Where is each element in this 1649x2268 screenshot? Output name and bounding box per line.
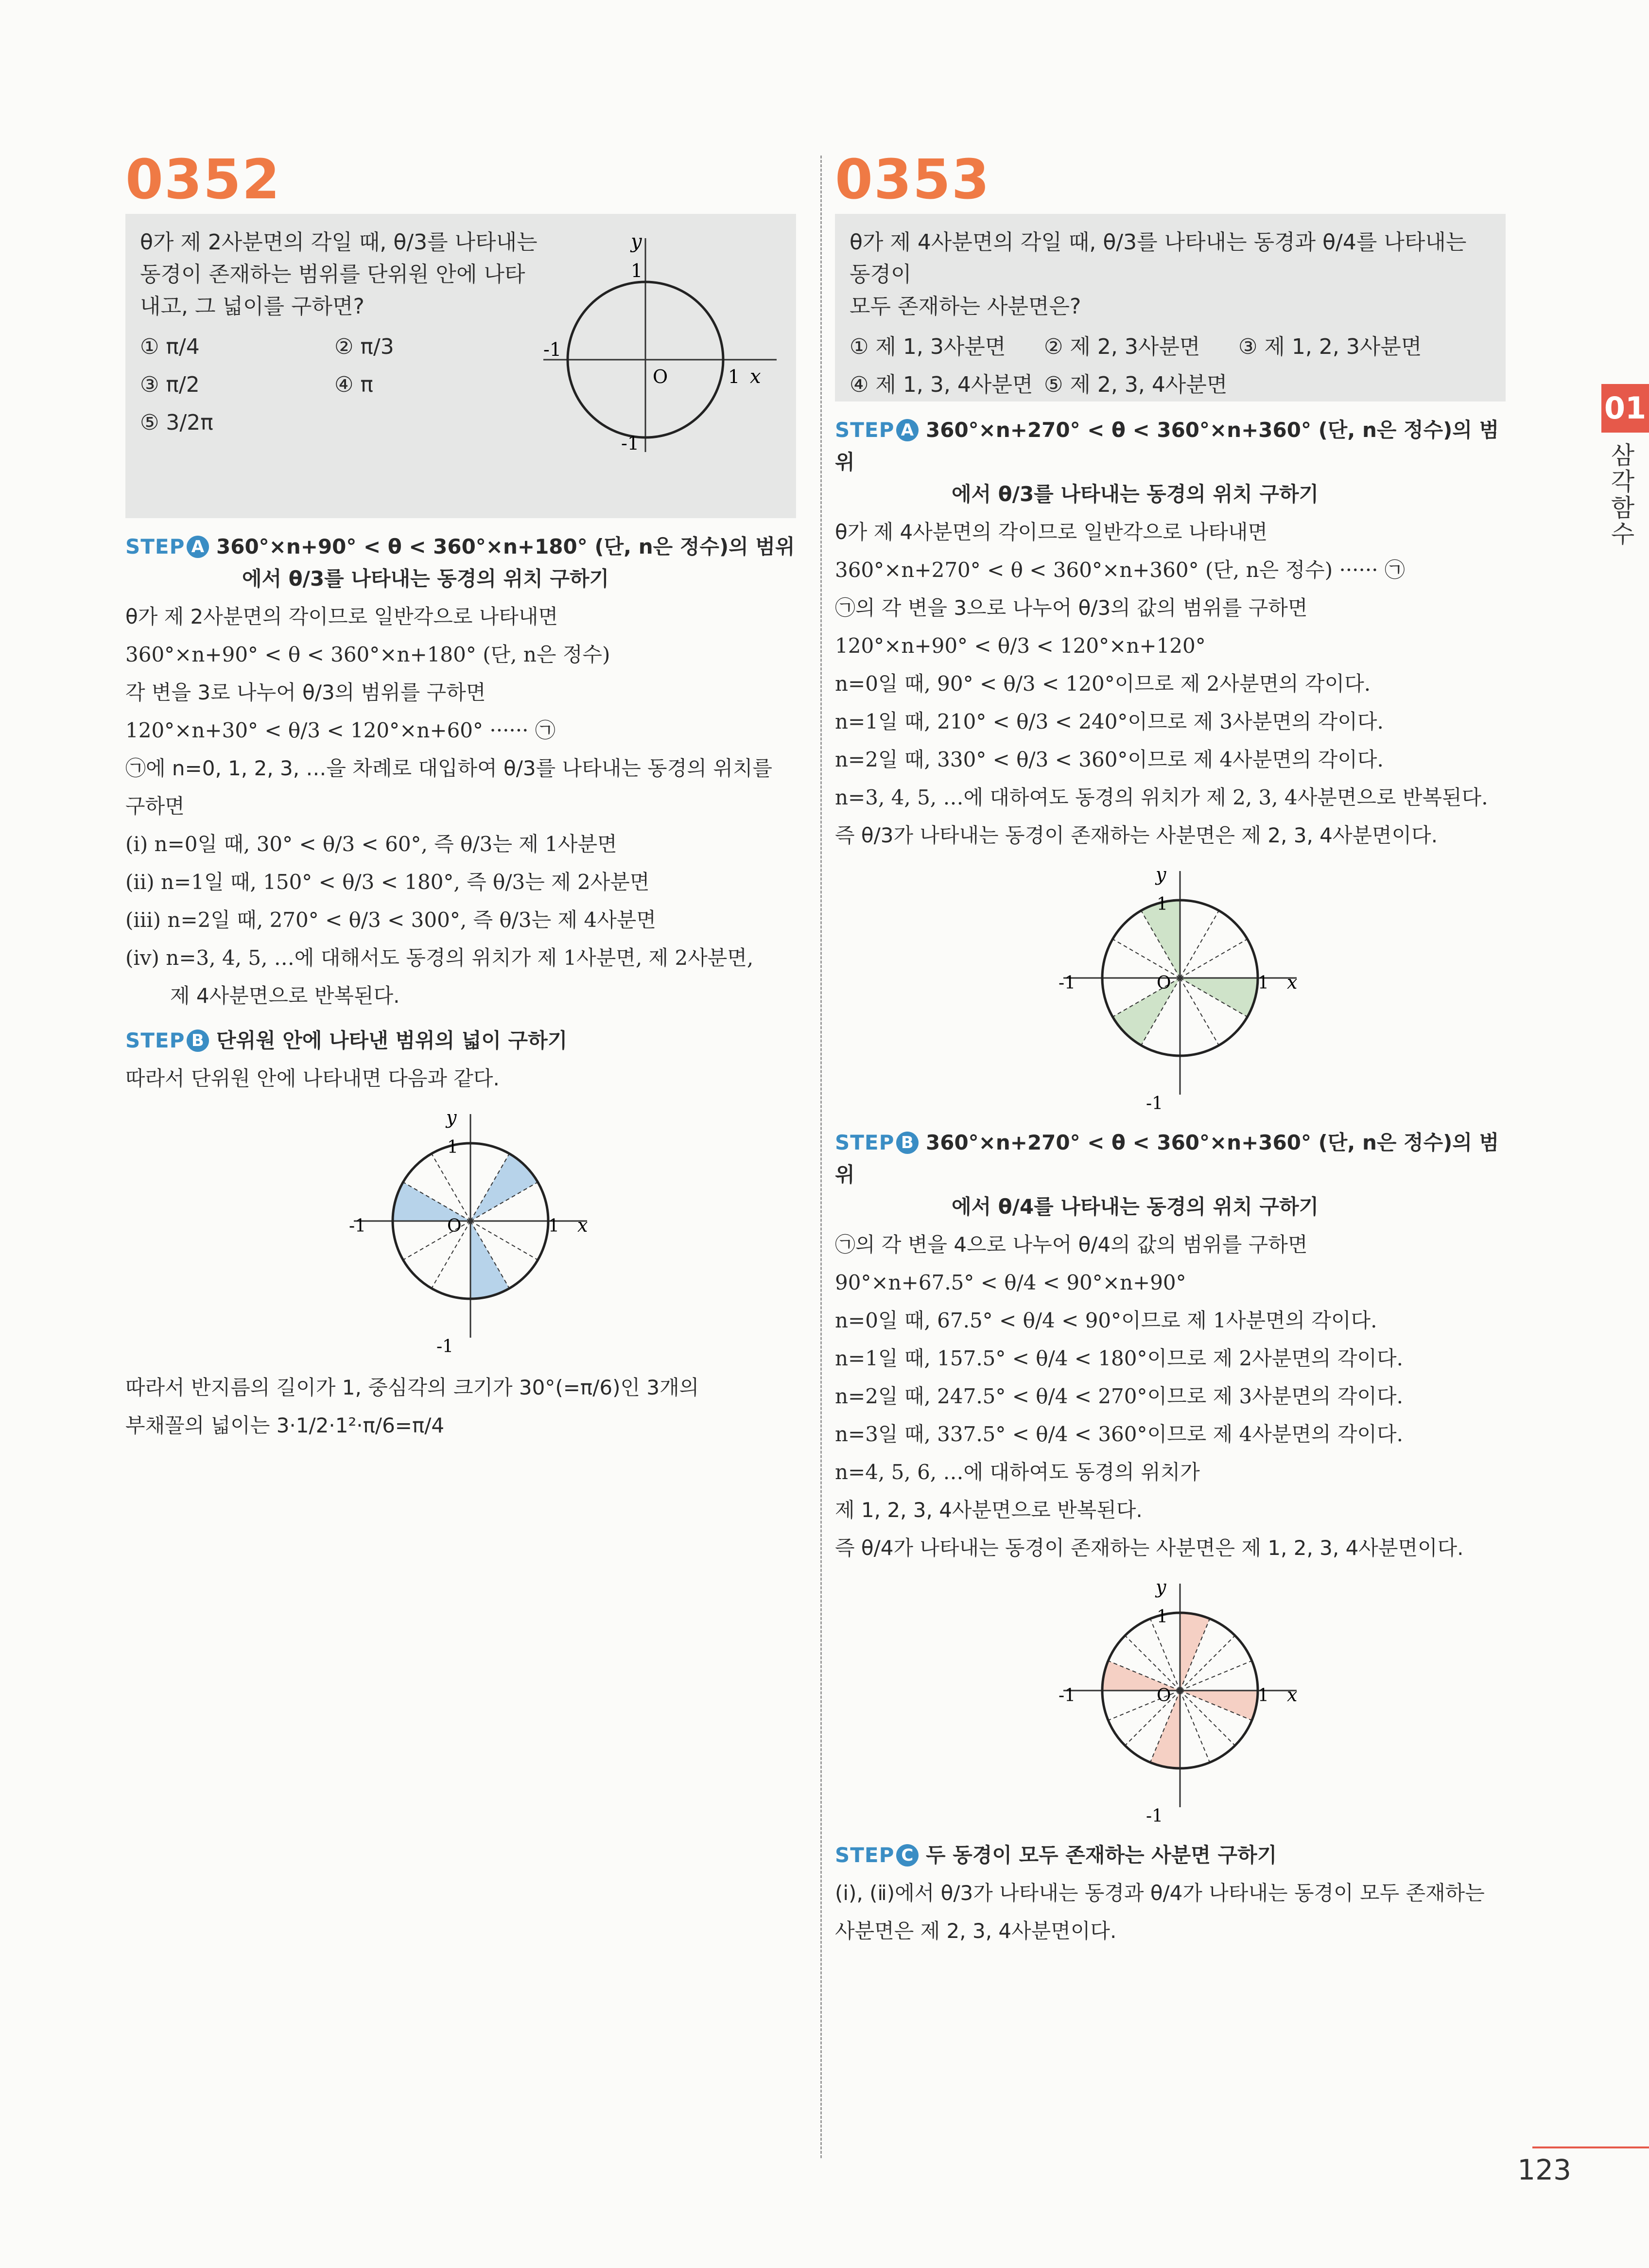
step-a xyxy=(125,531,796,595)
axis-one-top: 1 xyxy=(447,1137,458,1157)
unit-circle-green-sectors xyxy=(1029,861,1331,1114)
step-b-title: 단위원 안에 나타낸 범위의 넓이 구하기 xyxy=(216,1029,568,1052)
column-divider xyxy=(820,156,822,2158)
solution-line: 사분면은 제 2, 3, 4사분면이다. xyxy=(835,1919,1117,1943)
unit-circle-blue-sectors xyxy=(320,1104,621,1357)
axis-neg-one-left: -1 xyxy=(349,1216,366,1236)
step-b-title-cont: 에서 θ/4를 나타내는 동경의 위치 구하기 xyxy=(952,1195,1319,1219)
page-number-rule xyxy=(1532,2146,1649,2148)
solution-line: 360°×n+90° < θ < 360°×n+180° (단, n은 정수) xyxy=(125,643,610,666)
choice-2[interactable]: ② π/3 xyxy=(334,334,394,359)
axis-neg-one-left: -1 xyxy=(1059,973,1076,993)
solution-line: 즉 θ/3가 나타내는 동경이 존재하는 사분면은 제 2, 3, 4사분면이다. xyxy=(835,823,1438,847)
axis-neg-one-bottom: -1 xyxy=(436,1337,454,1357)
axis-neg-one-left: -1 xyxy=(543,339,562,360)
axis-one-top: 1 xyxy=(631,260,643,281)
answer-choices xyxy=(140,330,538,440)
solution-line: 120°×n+30° < θ/3 < 120°×n+60° ······ ㉠ xyxy=(125,718,555,742)
case-line: 제 4사분면으로 반복된다. xyxy=(170,984,400,1008)
axis-one-right: 1 xyxy=(728,366,740,387)
axis-one-top: 1 xyxy=(1157,894,1168,914)
solution-line: 120°×n+90° < θ/3 < 120°×n+120° xyxy=(835,634,1206,658)
origin-label: O xyxy=(653,366,668,387)
question-line: θ가 제 2사분면의 각일 때, θ/3를 나타내는 xyxy=(140,230,538,255)
shaded-sector xyxy=(1180,1691,1258,1720)
x-axis-label: x xyxy=(1287,972,1298,993)
y-axis-label: y xyxy=(1156,1576,1166,1598)
solution-line: 360°×n+270° < θ < 360°×n+360° (단, n은 정수) ······ ㉠ xyxy=(835,558,1405,582)
case-line: (ⅱ) n=1일 때, 150° < θ/3 < 180°, 즉 θ/3는 제 2사분면 xyxy=(125,870,650,894)
solution-line: (ⅰ), (ⅱ)에서 θ/3가 나타내는 동경과 θ/4가 나타내는 동경이 모두 존재하는 xyxy=(835,1881,1485,1905)
unit-circle-pink-sectors xyxy=(1029,1574,1331,1827)
solution-line: n=3, 4, 5, …에 대하여도 동경의 위치가 제 2, 3, 4사분면으로 반복된다. xyxy=(835,785,1488,809)
step-a-tag: STEP A xyxy=(835,418,919,442)
answer-choices xyxy=(850,330,1491,402)
step-c-title: 두 동경이 모두 존재하는 사분면 구하기 xyxy=(926,1843,1277,1867)
x-axis-label: x xyxy=(1287,1684,1298,1706)
solution-line: 따라서 단위원 안에 나타내면 다음과 같다. xyxy=(125,1066,500,1090)
question-line: 모두 존재하는 사분면은? xyxy=(850,294,1081,319)
solution-line: n=4, 5, 6, …에 대하여도 동경의 위치가 xyxy=(835,1460,1200,1484)
choice-3[interactable]: ③ 제 1, 2, 3사분면 xyxy=(1238,334,1422,359)
solution-line: n=1일 때, 157.5° < θ/4 < 180°이므로 제 2사분면의 각이다. xyxy=(835,1346,1403,1370)
x-axis-label: x xyxy=(750,366,761,388)
solution-line: n=3일 때, 337.5° < θ/4 < 360°이므로 제 4사분면의 각이다. xyxy=(835,1422,1403,1446)
solution-line: n=1일 때, 210° < θ/3 < 240°이므로 제 3사분면의 각이다. xyxy=(835,710,1384,733)
axis-one-right: 1 xyxy=(1258,973,1269,993)
final-line: 따라서 반지름의 길이가 1, 중심각의 크기가 30°(=π/6)인 3개의 xyxy=(125,1376,699,1399)
choice-5[interactable]: ⑤ 제 2, 3, 4사분면 xyxy=(1044,372,1228,397)
step-b-title: 360°×n+270° < θ < 360°×n+360° (단, n은 정수)의 범위 xyxy=(835,1131,1499,1186)
solution-line: 90°×n+67.5° < θ/4 < 90°×n+90° xyxy=(835,1271,1186,1294)
origin-label: O xyxy=(1157,973,1171,993)
choice-5[interactable]: ⑤ 3/2π xyxy=(140,410,213,435)
axis-one-right: 1 xyxy=(548,1216,559,1236)
solution-line: 제 1, 2, 3, 4사분면으로 반복된다. xyxy=(835,1498,1143,1522)
solution-line: n=0일 때, 67.5° < θ/4 < 90°이므로 제 1사분면의 각이다. xyxy=(835,1308,1377,1332)
problem-number: 0352 xyxy=(125,148,281,211)
axis-one-right: 1 xyxy=(1258,1686,1269,1706)
step-a-title-cont: 에서 θ/3를 나타내는 동경의 위치 구하기 xyxy=(242,567,609,591)
radial-dashed-line xyxy=(1180,910,1219,978)
solution-line: n=0일 때, 90° < θ/3 < 120°이므로 제 2사분면의 각이다. xyxy=(835,672,1371,696)
choice-3[interactable]: ③ π/2 xyxy=(140,372,200,397)
case-line: (ⅲ) n=2일 때, 270° < θ/3 < 300°, 즉 θ/3는 제 4사분면 xyxy=(125,908,656,932)
step-a-title-cont: 에서 θ/3를 나타내는 동경의 위치 구하기 xyxy=(952,482,1319,506)
step-b xyxy=(125,1025,796,1057)
solution-line: θ가 제 2사분면의 각이므로 일반각으로 나타내면 xyxy=(125,605,558,628)
choice-4[interactable]: ④ π xyxy=(334,372,373,397)
final-line: 부채꼴의 넓이는 3·1/2·1²·π/6=π/4 xyxy=(125,1413,445,1437)
solution-line: 구하면 xyxy=(125,794,185,818)
problem-0352 xyxy=(125,148,796,1448)
axis-neg-one-bottom: -1 xyxy=(1146,1806,1163,1826)
problem-0353 xyxy=(835,148,1506,1953)
radial-dashed-line xyxy=(1180,939,1248,978)
axis-neg-one-bottom: -1 xyxy=(1146,1094,1163,1114)
solution-line: n=2일 때, 330° < θ/3 < 360°이므로 제 4사분면의 각이다. xyxy=(835,748,1384,771)
solution-line: θ가 제 4사분면의 각이므로 일반각으로 나타내면 xyxy=(835,520,1268,544)
step-c-tag: STEP C xyxy=(835,1843,919,1867)
axis-neg-one-left: -1 xyxy=(1059,1686,1076,1706)
y-axis-label: y xyxy=(1156,864,1166,885)
case-line: (ⅳ) n=3, 4, 5, …에 대해서도 동경의 위치가 제 1사분면, 제 2사분면, xyxy=(125,946,754,970)
chapter-tab: 01 xyxy=(1601,384,1649,433)
step-b xyxy=(835,1127,1506,1223)
shaded-sector xyxy=(1180,1613,1210,1691)
choice-1[interactable]: ① π/4 xyxy=(140,334,200,359)
page-number: 123 xyxy=(1517,2153,1571,2186)
y-axis-label: y xyxy=(446,1107,457,1128)
step-a-tag: STEP A xyxy=(125,535,209,558)
unit-circle-figure xyxy=(534,228,786,452)
choice-4[interactable]: ④ 제 1, 3, 4사분면 xyxy=(850,372,1033,397)
step-b-tag: STEP B xyxy=(835,1131,919,1154)
question-line: θ가 제 4사분면의 각일 때, θ/3를 나타내는 동경과 θ/4를 나타내는 동경이 xyxy=(850,230,1467,287)
axis-one-top: 1 xyxy=(1157,1607,1168,1627)
step-a-title: 360°×n+270° < θ < 360°×n+360° (단, n은 정수)의 범위 xyxy=(835,418,1499,474)
step-a xyxy=(835,414,1506,510)
step-a-title: 360°×n+90° < θ < 360°×n+180° (단, n은 정수)의 범위 xyxy=(216,535,795,558)
choice-2[interactable]: ② 제 2, 3사분면 xyxy=(1044,334,1200,359)
solution-line: ㉠에 n=0, 1, 2, 3, …을 차례로 대입하여 θ/3를 나타내는 동경의 위치를 xyxy=(125,756,772,780)
solution-line: ㉠의 각 변을 3으로 나누어 θ/3의 값의 범위를 구하면 xyxy=(835,596,1308,620)
origin-label: O xyxy=(1157,1686,1171,1706)
axis-neg-one-bottom: -1 xyxy=(621,433,640,452)
solution-line: 즉 θ/4가 나타내는 동경이 존재하는 사분면은 제 1, 2, 3, 4사분면이다. xyxy=(835,1536,1464,1560)
chapter-label: 삼각함수 xyxy=(1607,442,1635,547)
solution-line: 각 변을 3로 나누어 θ/3의 범위를 구하면 xyxy=(125,680,486,704)
case-line: (ⅰ) n=0일 때, 30° < θ/3 < 60°, 즉 θ/3는 제 1사분면 xyxy=(125,832,617,856)
question-line: 동경이 존재하는 범위를 단위원 안에 나타 xyxy=(140,262,525,287)
origin-label: O xyxy=(447,1216,462,1236)
x-axis-label: x xyxy=(577,1215,588,1236)
solution-line: n=2일 때, 247.5° < θ/4 < 270°이므로 제 3사분면의 각이다. xyxy=(835,1384,1403,1408)
step-c xyxy=(835,1839,1506,1871)
y-axis-label: y xyxy=(631,230,642,253)
solution-line: ㉠의 각 변을 4으로 나누어 θ/4의 값의 범위를 구하면 xyxy=(835,1233,1308,1256)
step-b-tag: STEP B xyxy=(125,1029,209,1052)
question-box xyxy=(835,214,1506,401)
question-box xyxy=(125,214,796,518)
choice-1[interactable]: ① 제 1, 3사분면 xyxy=(850,334,1006,359)
problem-number: 0353 xyxy=(835,148,990,211)
question-line: 내고, 그 넓이를 구하면? xyxy=(140,294,365,319)
shaded-sector xyxy=(470,1153,538,1221)
